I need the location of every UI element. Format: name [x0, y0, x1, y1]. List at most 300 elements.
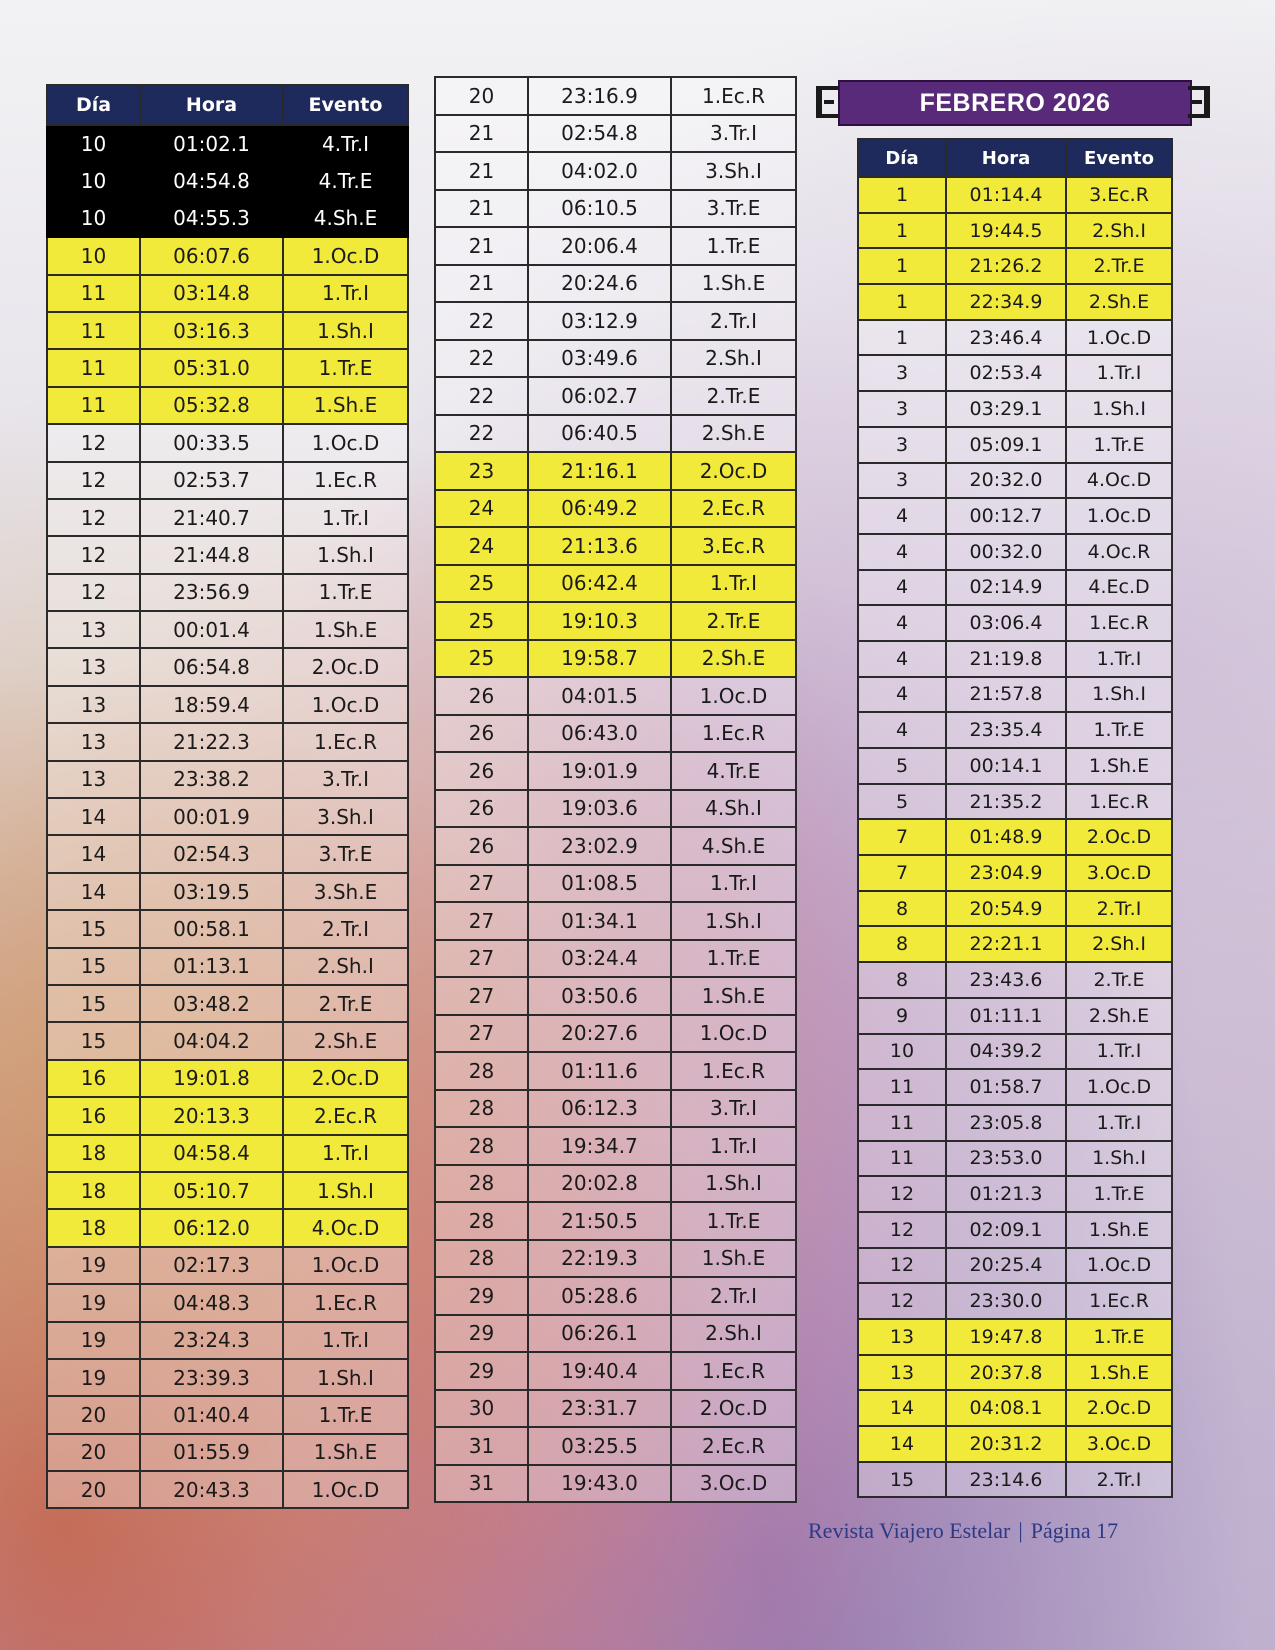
- table-row: [435, 977, 796, 1015]
- day-cell: 9: [858, 998, 946, 1034]
- time-cell: 20:54.9: [946, 891, 1066, 927]
- time-cell: 03:19.5: [140, 873, 283, 910]
- table-row: [47, 1396, 408, 1433]
- event-cell: 1.Oc.D: [671, 1015, 796, 1053]
- day-cell: 11: [47, 349, 140, 386]
- table-row: [47, 1135, 408, 1172]
- event-cell: 1.Sh.E: [283, 387, 408, 424]
- time-cell: 23:02.9: [528, 827, 671, 865]
- table-row: [435, 602, 796, 640]
- time-cell: 05:31.0: [140, 349, 283, 386]
- table-row: [47, 1471, 408, 1508]
- table-row: [858, 819, 1172, 855]
- day-cell: 14: [47, 798, 140, 835]
- event-cell: 2.Tr.E: [671, 377, 796, 415]
- event-cell: 1.Tr.I: [1066, 641, 1172, 677]
- day-cell: 27: [435, 1015, 528, 1053]
- event-cell: 1.Tr.E: [283, 349, 408, 386]
- time-cell: 20:27.6: [528, 1015, 671, 1053]
- day-cell: 14: [858, 1426, 946, 1462]
- table-row: [435, 265, 796, 303]
- time-cell: 01:13.1: [140, 948, 283, 985]
- event-cell: 2.Sh.I: [671, 1315, 796, 1353]
- table-row: [435, 1427, 796, 1465]
- time-cell: 06:40.5: [528, 415, 671, 453]
- day-cell: 11: [858, 1141, 946, 1177]
- time-cell: 23:05.8: [946, 1105, 1066, 1141]
- day-cell: 4: [858, 605, 946, 641]
- time-cell: 23:14.6: [946, 1462, 1066, 1498]
- day-cell: 22: [435, 302, 528, 340]
- time-cell: 21:44.8: [140, 536, 283, 573]
- event-cell: 1.Oc.D: [283, 237, 408, 274]
- time-cell: 23:39.3: [140, 1359, 283, 1396]
- day-cell: 12: [47, 574, 140, 611]
- banner-ornament-left: [816, 86, 838, 118]
- table-row: [435, 1352, 796, 1390]
- day-cell: 25: [435, 565, 528, 603]
- event-cell: 1.Sh.E: [671, 1240, 796, 1278]
- header-dia: Día: [858, 139, 946, 177]
- event-cell: 1.Tr.I: [283, 1135, 408, 1172]
- time-cell: 00:12.7: [946, 498, 1066, 534]
- time-cell: 04:02.0: [528, 152, 671, 190]
- day-cell: 13: [858, 1355, 946, 1391]
- time-cell: 04:08.1: [946, 1390, 1066, 1426]
- table-row: [47, 835, 408, 872]
- time-cell: 22:21.1: [946, 926, 1066, 962]
- day-cell: 26: [435, 677, 528, 715]
- time-cell: 00:01.4: [140, 611, 283, 648]
- table-row: [47, 648, 408, 685]
- table-row: [858, 855, 1172, 891]
- day-cell: 5: [858, 748, 946, 784]
- table-row: [47, 1172, 408, 1209]
- time-cell: 23:38.2: [140, 761, 283, 798]
- day-cell: 19: [47, 1284, 140, 1321]
- time-cell: 20:32.0: [946, 463, 1066, 499]
- day-cell: 24: [435, 490, 528, 528]
- event-cell: 3.Tr.E: [283, 835, 408, 872]
- event-cell: 1.Ec.R: [283, 1284, 408, 1321]
- day-cell: 19: [47, 1247, 140, 1284]
- day-cell: 12: [858, 1283, 946, 1319]
- event-cell: 1.Sh.I: [283, 536, 408, 573]
- time-cell: 20:43.3: [140, 1471, 283, 1508]
- event-cell: 1.Ec.R: [283, 462, 408, 499]
- time-cell: 06:02.7: [528, 377, 671, 415]
- event-cell: 1.Ec.R: [283, 723, 408, 760]
- day-cell: 13: [47, 648, 140, 685]
- event-cell: 1.Ec.R: [671, 77, 796, 115]
- time-cell: 19:01.9: [528, 752, 671, 790]
- time-cell: 00:58.1: [140, 910, 283, 947]
- time-cell: 21:57.8: [946, 677, 1066, 713]
- day-cell: 27: [435, 865, 528, 903]
- event-cell: 1.Sh.E: [671, 265, 796, 303]
- table-row: [435, 1390, 796, 1428]
- day-cell: 12: [47, 462, 140, 499]
- table-row: [858, 284, 1172, 320]
- day-cell: 12: [858, 1248, 946, 1284]
- day-cell: 21: [435, 265, 528, 303]
- table-row: [47, 985, 408, 1022]
- table-row: [858, 248, 1172, 284]
- day-cell: 15: [47, 948, 140, 985]
- event-cell: 1.Tr.E: [671, 940, 796, 978]
- time-cell: 21:19.8: [946, 641, 1066, 677]
- table-row: [47, 1097, 408, 1134]
- day-cell: 28: [435, 1202, 528, 1240]
- event-cell: 2.Tr.I: [1066, 1462, 1172, 1498]
- day-cell: 19: [47, 1322, 140, 1359]
- table-row: [47, 349, 408, 386]
- time-cell: 01:14.4: [946, 177, 1066, 213]
- event-cell: 2.Sh.E: [1066, 998, 1172, 1034]
- table-row: [435, 1315, 796, 1353]
- day-cell: 27: [435, 940, 528, 978]
- time-cell: 23:53.0: [946, 1141, 1066, 1177]
- event-cell: 1.Oc.D: [283, 424, 408, 461]
- table-row: [435, 715, 796, 753]
- time-cell: 01:08.5: [528, 865, 671, 903]
- table-row: [47, 686, 408, 723]
- table-row: [435, 115, 796, 153]
- day-cell: 26: [435, 827, 528, 865]
- table-row: [47, 611, 408, 648]
- time-cell: 19:47.8: [946, 1319, 1066, 1355]
- day-cell: 16: [47, 1060, 140, 1097]
- event-cell: 1.Tr.E: [671, 1202, 796, 1240]
- event-cell: 1.Ec.R: [671, 1352, 796, 1390]
- time-cell: 03:29.1: [946, 391, 1066, 427]
- time-cell: 19:34.7: [528, 1127, 671, 1165]
- table-row: [435, 77, 796, 115]
- time-cell: 06:42.4: [528, 565, 671, 603]
- event-cell: 1.Tr.E: [1066, 1319, 1172, 1355]
- day-cell: 1: [858, 320, 946, 356]
- table-row: [435, 302, 796, 340]
- event-cell: 2.Sh.E: [671, 415, 796, 453]
- time-cell: 06:54.8: [140, 648, 283, 685]
- table-row: [858, 213, 1172, 249]
- day-cell: 25: [435, 602, 528, 640]
- time-cell: 23:35.4: [946, 712, 1066, 748]
- ephemeris-table-middle: [434, 76, 797, 1503]
- table-row: [435, 1052, 796, 1090]
- time-cell: 20:13.3: [140, 1097, 283, 1134]
- time-cell: 19:10.3: [528, 602, 671, 640]
- table-row: [858, 355, 1172, 391]
- time-cell: 06:07.6: [140, 237, 283, 274]
- table-row: [858, 1248, 1172, 1284]
- day-cell: 21: [435, 115, 528, 153]
- time-cell: 22:34.9: [946, 284, 1066, 320]
- event-cell: 1.Oc.D: [1066, 1248, 1172, 1284]
- time-cell: 20:24.6: [528, 265, 671, 303]
- event-cell: 1.Tr.I: [1066, 1105, 1172, 1141]
- event-cell: 3.Tr.I: [671, 115, 796, 153]
- day-cell: 1: [858, 284, 946, 320]
- time-cell: 23:56.9: [140, 574, 283, 611]
- event-cell: 1.Oc.D: [1066, 498, 1172, 534]
- event-cell: 1.Sh.E: [1066, 1355, 1172, 1391]
- day-cell: 22: [435, 415, 528, 453]
- time-cell: 05:10.7: [140, 1172, 283, 1209]
- time-cell: 01:21.3: [946, 1176, 1066, 1212]
- event-cell: 1.Tr.I: [283, 499, 408, 536]
- time-cell: 02:53.7: [140, 462, 283, 499]
- event-cell: 4.Oc.R: [1066, 534, 1172, 570]
- event-cell: 4.Oc.D: [1066, 463, 1172, 499]
- month-title-banner: FEBRERO 2026: [838, 80, 1192, 126]
- event-cell: 1.Oc.D: [283, 686, 408, 723]
- time-cell: 04:04.2: [140, 1022, 283, 1059]
- table-row: [435, 1015, 796, 1053]
- day-cell: 15: [47, 985, 140, 1022]
- table-row: [858, 1069, 1172, 1105]
- event-cell: 2.Ec.R: [671, 1427, 796, 1465]
- day-cell: 26: [435, 752, 528, 790]
- time-cell: 06:49.2: [528, 490, 671, 528]
- time-cell: 03:25.5: [528, 1427, 671, 1465]
- ephemeris-table-left: [46, 84, 409, 1509]
- table-row: [858, 784, 1172, 820]
- time-cell: 19:01.8: [140, 1060, 283, 1097]
- event-cell: 2.Tr.E: [1066, 248, 1172, 284]
- time-cell: 20:06.4: [528, 227, 671, 265]
- event-cell: 1.Tr.E: [1066, 712, 1172, 748]
- table-row: [47, 312, 408, 349]
- table-row: [435, 1465, 796, 1503]
- event-cell: 2.Tr.I: [671, 1277, 796, 1315]
- table-row: [858, 570, 1172, 606]
- time-cell: 02:14.9: [946, 570, 1066, 606]
- time-cell: 06:43.0: [528, 715, 671, 753]
- event-cell: 1.Tr.I: [283, 1322, 408, 1359]
- event-cell: 4.Tr.E: [671, 752, 796, 790]
- event-cell: 4.Sh.I: [671, 790, 796, 828]
- time-cell: 01:11.1: [946, 998, 1066, 1034]
- event-cell: 1.Ec.R: [671, 1052, 796, 1090]
- table-row: [435, 752, 796, 790]
- table-row: [47, 910, 408, 947]
- table-row: [858, 641, 1172, 677]
- time-cell: 03:50.6: [528, 977, 671, 1015]
- table-row: [47, 275, 408, 312]
- event-cell: 1.Sh.I: [283, 1359, 408, 1396]
- time-cell: 03:12.9: [528, 302, 671, 340]
- event-cell: 4.Tr.E: [283, 162, 408, 199]
- day-cell: 7: [858, 855, 946, 891]
- time-cell: 23:43.6: [946, 962, 1066, 998]
- table-row: [858, 1212, 1172, 1248]
- table-row: [435, 1277, 796, 1315]
- time-cell: 01:48.9: [946, 819, 1066, 855]
- day-cell: 25: [435, 640, 528, 678]
- event-cell: 2.Sh.E: [671, 640, 796, 678]
- table-row: [47, 200, 408, 237]
- day-cell: 10: [47, 125, 140, 162]
- time-cell: 23:04.9: [946, 855, 1066, 891]
- day-cell: 28: [435, 1090, 528, 1128]
- day-cell: 18: [47, 1172, 140, 1209]
- event-cell: 1.Tr.I: [1066, 355, 1172, 391]
- table-row: [858, 320, 1172, 356]
- event-cell: 1.Sh.E: [1066, 1212, 1172, 1248]
- header-evento: Evento: [283, 85, 408, 125]
- event-cell: 1.Oc.D: [1066, 320, 1172, 356]
- table-row: [858, 427, 1172, 463]
- publication-name: Revista Viajero Estelar: [808, 1518, 1011, 1543]
- event-cell: 1.Sh.E: [283, 611, 408, 648]
- event-cell: 2.Sh.I: [1066, 926, 1172, 962]
- table-row: [435, 152, 796, 190]
- time-cell: 21:26.2: [946, 248, 1066, 284]
- time-cell: 06:12.0: [140, 1209, 283, 1246]
- day-cell: 14: [858, 1390, 946, 1426]
- time-cell: 18:59.4: [140, 686, 283, 723]
- table-header-row: [858, 139, 1172, 177]
- day-cell: 4: [858, 641, 946, 677]
- day-cell: 28: [435, 1165, 528, 1203]
- table-row: [47, 237, 408, 274]
- day-cell: 8: [858, 962, 946, 998]
- day-cell: 11: [858, 1105, 946, 1141]
- table-row: [858, 891, 1172, 927]
- time-cell: 21:16.1: [528, 452, 671, 490]
- table-row: [858, 1283, 1172, 1319]
- time-cell: 21:13.6: [528, 527, 671, 565]
- time-cell: 23:24.3: [140, 1322, 283, 1359]
- event-cell: 2.Oc.D: [283, 1060, 408, 1097]
- table-row: [858, 534, 1172, 570]
- table-row: [858, 1462, 1172, 1498]
- day-cell: 27: [435, 977, 528, 1015]
- time-cell: 04:48.3: [140, 1284, 283, 1321]
- header-dia: Día: [47, 85, 140, 125]
- table-row: [47, 462, 408, 499]
- time-cell: 00:14.1: [946, 748, 1066, 784]
- day-cell: 21: [435, 190, 528, 228]
- time-cell: 23:31.7: [528, 1390, 671, 1428]
- time-cell: 19:43.0: [528, 1465, 671, 1503]
- table-row: [47, 1022, 408, 1059]
- time-cell: 19:44.5: [946, 213, 1066, 249]
- time-cell: 03:49.6: [528, 340, 671, 378]
- event-cell: 1.Tr.I: [671, 1127, 796, 1165]
- day-cell: 12: [47, 536, 140, 573]
- event-cell: 1.Ec.R: [671, 715, 796, 753]
- day-cell: 29: [435, 1352, 528, 1390]
- table-row: [858, 962, 1172, 998]
- time-cell: 21:50.5: [528, 1202, 671, 1240]
- day-cell: 20: [47, 1434, 140, 1471]
- table-row: [858, 498, 1172, 534]
- time-cell: 19:58.7: [528, 640, 671, 678]
- day-cell: 13: [47, 723, 140, 760]
- event-cell: 1.Tr.E: [283, 1396, 408, 1433]
- table-row: [858, 1319, 1172, 1355]
- event-cell: 1.Sh.E: [671, 977, 796, 1015]
- time-cell: 20:25.4: [946, 1248, 1066, 1284]
- time-cell: 05:32.8: [140, 387, 283, 424]
- event-cell: 3.Tr.I: [283, 761, 408, 798]
- event-cell: 1.Sh.I: [671, 902, 796, 940]
- day-cell: 13: [47, 686, 140, 723]
- event-cell: 2.Tr.E: [283, 985, 408, 1022]
- day-cell: 24: [435, 527, 528, 565]
- day-cell: 13: [47, 761, 140, 798]
- page-number: Página 17: [1030, 1518, 1119, 1543]
- table-row: [47, 798, 408, 835]
- table-header-row: [47, 85, 408, 125]
- day-cell: 20: [47, 1396, 140, 1433]
- event-cell: 2.Sh.I: [1066, 213, 1172, 249]
- event-cell: 4.Ec.D: [1066, 570, 1172, 606]
- table-row: [858, 1355, 1172, 1391]
- header-evento: Evento: [1066, 139, 1172, 177]
- time-cell: 02:54.3: [140, 835, 283, 872]
- table-row: [435, 190, 796, 228]
- day-cell: 8: [858, 926, 946, 962]
- event-cell: 2.Sh.I: [283, 948, 408, 985]
- table-row: [47, 574, 408, 611]
- table-row: [435, 902, 796, 940]
- footer-separator: |: [1018, 1518, 1023, 1543]
- event-cell: 3.Ec.R: [671, 527, 796, 565]
- event-cell: 4.Sh.E: [671, 827, 796, 865]
- time-cell: 04:55.3: [140, 200, 283, 237]
- day-cell: 8: [858, 891, 946, 927]
- table-row: [858, 1176, 1172, 1212]
- page-footer: [808, 1518, 1168, 1544]
- event-cell: 1.Oc.D: [283, 1471, 408, 1508]
- table-row: [47, 1284, 408, 1321]
- day-cell: 19: [47, 1359, 140, 1396]
- table-row: [435, 1202, 796, 1240]
- event-cell: 1.Tr.I: [671, 865, 796, 903]
- table-row: [47, 536, 408, 573]
- table-row: [47, 162, 408, 199]
- event-cell: 3.Sh.I: [671, 152, 796, 190]
- day-cell: 26: [435, 715, 528, 753]
- time-cell: 02:54.8: [528, 115, 671, 153]
- event-cell: 3.Oc.D: [1066, 855, 1172, 891]
- day-cell: 28: [435, 1127, 528, 1165]
- table-row: [435, 640, 796, 678]
- time-cell: 04:58.4: [140, 1135, 283, 1172]
- table-row: [47, 125, 408, 162]
- day-cell: 15: [47, 1022, 140, 1059]
- time-cell: 01:11.6: [528, 1052, 671, 1090]
- banner-ornament-right: [1188, 86, 1210, 118]
- event-cell: 1.Ec.R: [1066, 784, 1172, 820]
- time-cell: 03:14.8: [140, 275, 283, 312]
- day-cell: 30: [435, 1390, 528, 1428]
- day-cell: 11: [47, 275, 140, 312]
- event-cell: 2.Ec.R: [283, 1097, 408, 1134]
- day-cell: 12: [47, 424, 140, 461]
- event-cell: 2.Oc.D: [283, 648, 408, 685]
- day-cell: 14: [47, 873, 140, 910]
- time-cell: 20:37.8: [946, 1355, 1066, 1391]
- event-cell: 1.Tr.E: [1066, 427, 1172, 463]
- event-cell: 1.Sh.E: [1066, 748, 1172, 784]
- event-cell: 1.Oc.D: [671, 677, 796, 715]
- event-cell: 2.Tr.E: [671, 602, 796, 640]
- day-cell: 11: [47, 387, 140, 424]
